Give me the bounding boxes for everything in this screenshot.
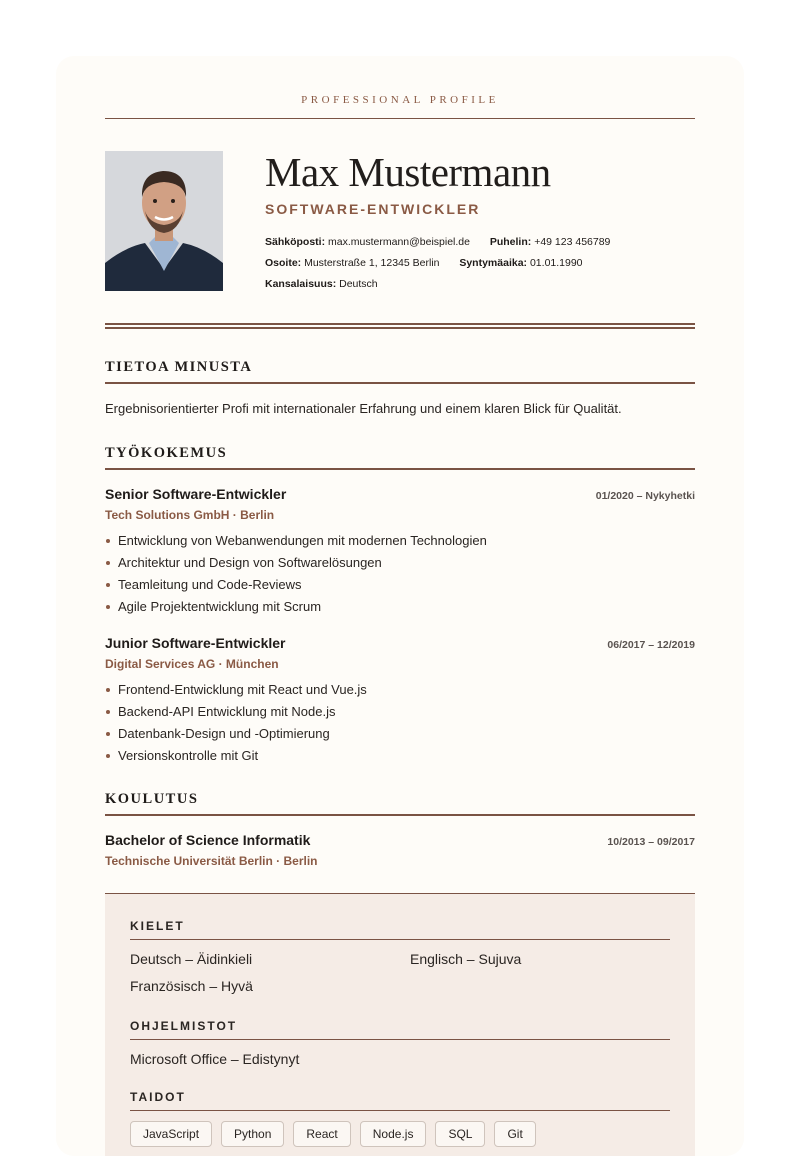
job-company: Digital Services AG · München <box>105 657 279 671</box>
address-label: Osoite: <box>265 257 302 269</box>
list-item: Versionskontrolle mit Git <box>105 747 367 769</box>
skill-tags <box>130 1121 536 1147</box>
section-title-languages: KIELET <box>130 919 185 933</box>
section-title-software: OHJELMISTOT <box>130 1019 238 1033</box>
job-date: 01/2020 – Nykyhetki <box>595 490 695 502</box>
list-item: Entwicklung von Webanwendungen mit modernen Technologien <box>105 532 487 554</box>
header-rule <box>105 118 695 119</box>
list-item: Agile Projektentwicklung mit Scrum <box>105 598 487 620</box>
education-school: Technische Universität Berlin · Berlin <box>105 854 318 868</box>
section-rule-education <box>105 814 695 816</box>
about-text: Ergebnisorientierter Profi mit internationaler Erfahrung und einem klaren Blick für Qualität. <box>105 401 622 416</box>
skills-panel <box>105 893 695 1156</box>
language-item: Englisch – Sujuva <box>410 951 522 967</box>
resume-page <box>56 56 744 1156</box>
job-bullets <box>105 681 367 769</box>
contact-line-1 <box>265 236 610 248</box>
skill-tag: Node.js <box>360 1121 427 1147</box>
section-rule-skills <box>130 1110 670 1111</box>
education-title: Bachelor of Science Informatik <box>105 832 311 848</box>
birth-value: 01.01.1990 <box>529 257 583 269</box>
profile-role: SOFTWARE-ENTWICKLER <box>265 201 481 217</box>
section-rule-software <box>130 1039 670 1040</box>
section-title-about: TIETOA MINUSTA <box>105 359 253 375</box>
list-item: Architektur und Design von Softwarelösungen <box>105 554 487 576</box>
language-item: Deutsch – Äidinkieli <box>130 951 253 967</box>
job-title: Junior Software-Entwickler <box>105 635 286 651</box>
education-date: 10/2013 – 09/2017 <box>607 836 695 848</box>
software-item: Microsoft Office – Edistynyt <box>130 1051 300 1067</box>
section-rule-experience <box>105 468 695 470</box>
section-title-experience: TYÖKOKEMUS <box>105 445 228 461</box>
skill-tag: JavaScript <box>130 1121 212 1147</box>
email-label: Sähköposti: <box>265 236 326 248</box>
job-date: 06/2017 – 12/2019 <box>607 639 695 651</box>
section-title-education: KOULUTUS <box>105 791 199 807</box>
list-item: Frontend-Entwicklung mit React und Vue.js <box>105 681 367 703</box>
nationality-label: Kansalaisuus: <box>265 278 337 290</box>
header-double-rule <box>105 323 695 329</box>
job-bullets <box>105 532 487 620</box>
header-kicker: PROFESSIONAL PROFILE <box>301 94 499 106</box>
skill-tag: Git <box>494 1121 535 1147</box>
section-rule-languages <box>130 939 670 940</box>
list-item: Teamleitung und Code-Reviews <box>105 576 487 598</box>
contact-line-2 <box>265 257 583 269</box>
list-item: Datenbank-Design und -Optimierung <box>105 725 367 747</box>
profile-photo <box>105 151 223 291</box>
section-rule-about <box>105 382 695 384</box>
list-item: Backend-API Entwicklung mit Node.js <box>105 703 367 725</box>
birth-label: Syntymäaika: <box>459 257 528 269</box>
skill-tag: React <box>293 1121 350 1147</box>
job-title: Senior Software-Entwickler <box>105 486 287 502</box>
contact-line-3 <box>265 278 378 290</box>
phone-value: +49 123 456789 <box>534 236 611 248</box>
profile-name: Max Mustermann <box>265 149 551 195</box>
nationality-value: Deutsch <box>339 278 378 290</box>
language-item: Französisch – Hyvä <box>130 978 253 994</box>
skill-tag: SQL <box>435 1121 485 1147</box>
skill-tag: Python <box>221 1121 284 1147</box>
section-title-skills: TAIDOT <box>130 1090 186 1104</box>
job-company: Tech Solutions GmbH · Berlin <box>105 508 275 522</box>
email-value: max.mustermann@beispiel.de <box>328 236 470 248</box>
address-value: Musterstraße 1, 12345 Berlin <box>304 257 440 269</box>
phone-label: Puhelin: <box>489 236 532 248</box>
